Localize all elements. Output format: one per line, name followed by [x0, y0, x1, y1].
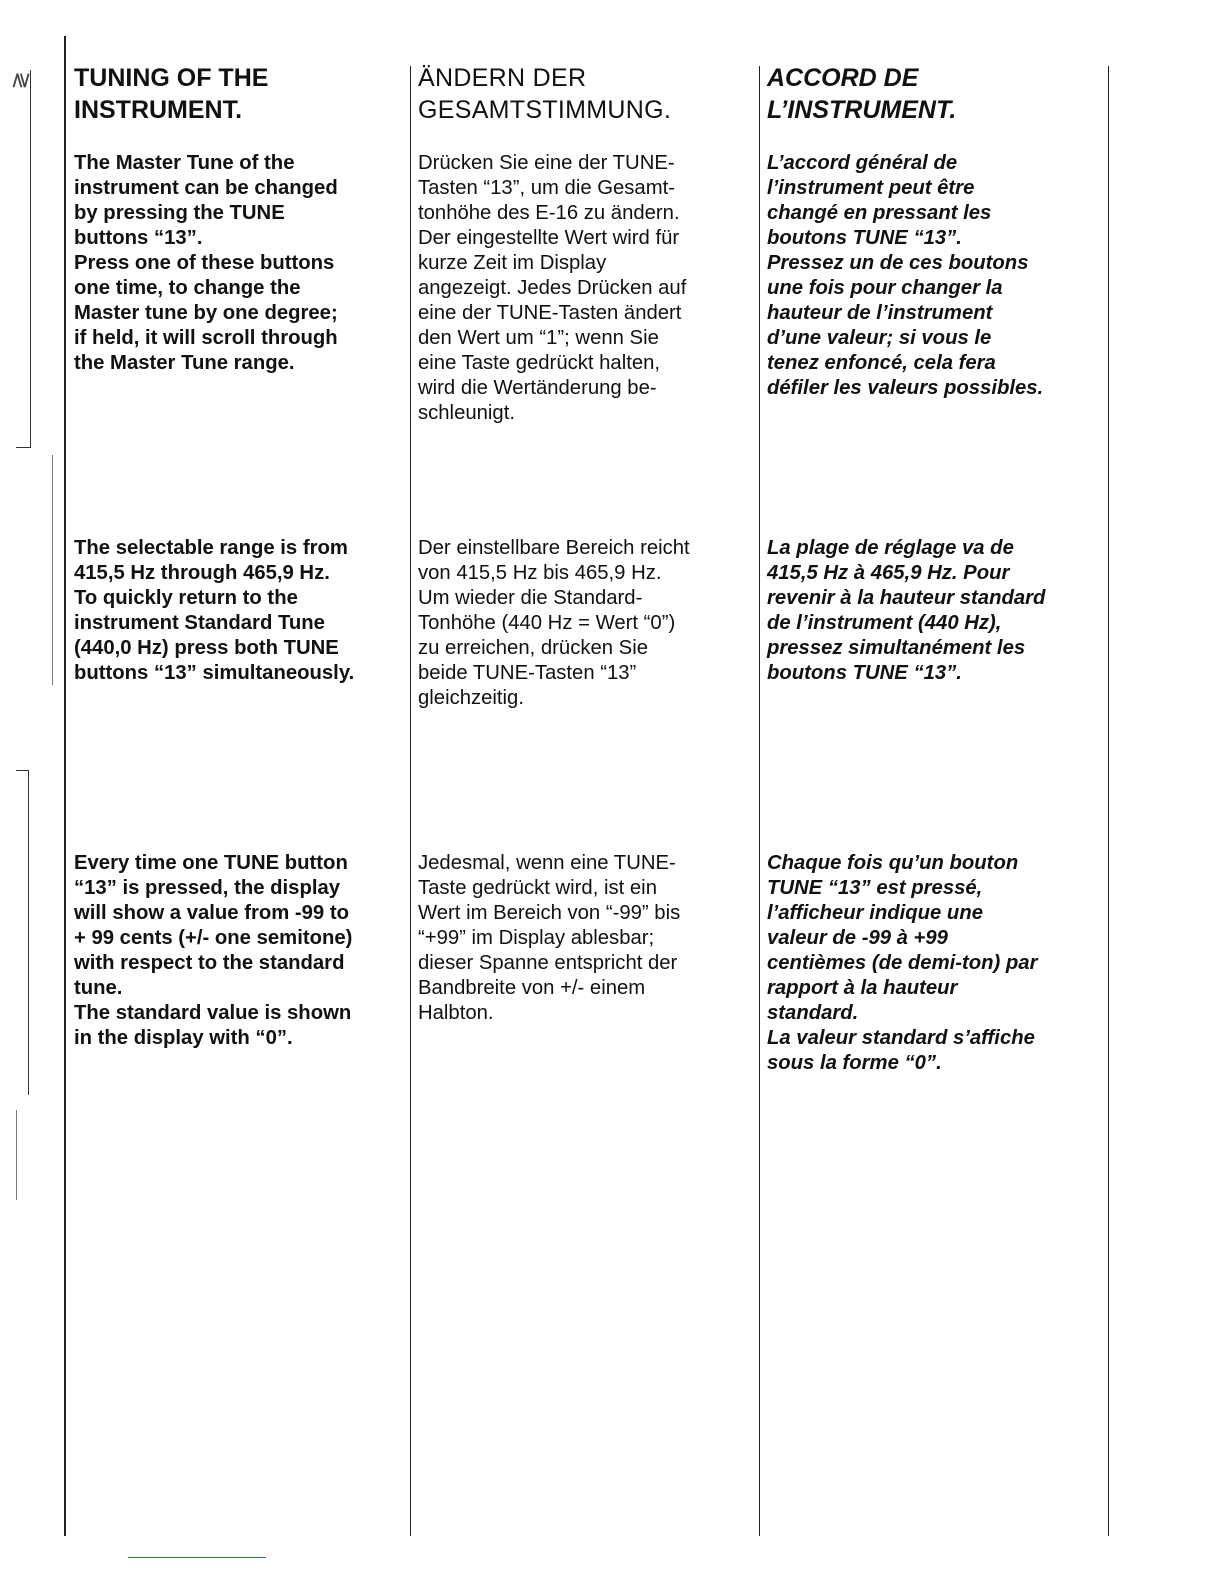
french-paragraph-display: Chaque fois qu’un bouton TUNE “13” est pressé, l’afficheur indique une valeur de -99 à +99 centièmes (de demi-ton) par rapport à la hauteur standard. La valeur standard s’affiche sous la forme “0”.: [767, 852, 1038, 1074]
german-paragraph-display: Jedesmal, wenn eine TUNE- Taste gedrückt wird, ist ein Wert im Bereich von “-99” bis “+99” im Display ablesbar; dieser Spanne entspricht der Bandbreite von +/- einem Halbton.: [418, 852, 681, 1024]
column-divider: [410, 66, 411, 1536]
scan-margin-line: [30, 70, 31, 448]
scan-margin-line: [16, 1110, 17, 1200]
column-divider: [759, 66, 760, 1536]
scan-mark-icon: ≷: [8, 71, 34, 90]
english-paragraph-display: Every time one TUNE button “13” is pressed, the display will show a value from -99 to + 99 cents (+/- one semitone) with respect to the standard tune. The standard value is shown in the display with “0”.: [74, 852, 353, 1049]
scan-margin-line: [52, 455, 53, 685]
scan-margin-tick: [16, 770, 28, 771]
english-paragraph-master-tune: The Master Tune of the instrument can be changed by pressing the TUNE buttons “13”. Press one of these buttons one time, to change the Master tune by one degree; if held, it will scroll through the Master Tune range.: [74, 152, 338, 374]
column-divider: [64, 36, 66, 1536]
scan-margin-tick: [16, 447, 31, 448]
english-paragraph-range: The selectable range is from 415,5 Hz through 465,9 Hz. To quickly return to the instrument Standard Tune (440,0 Hz) press both TUNE buttons “13” simultaneously.: [74, 537, 355, 684]
scan-underline-mark: [128, 1557, 266, 1558]
german-heading: ÄNDERN DER GESAMTSTIMMUNG.: [418, 64, 672, 124]
german-paragraph-master-tune: Drücken Sie eine der TUNE- Tasten “13”, um die Gesamt- tonhöhe des E-16 zu ändern. Der eingestellte Wert wird für kurze Zeit im Display angezeigt. Jedes Drücken auf eine der TUNE-Tasten ändert den Wert um “1”; wenn Sie eine Taste gedrückt halten, wird die Wertänderung be- schleunigt.: [418, 152, 687, 424]
scan-margin-line: [28, 770, 29, 1095]
column-divider: [1108, 66, 1109, 1536]
french-paragraph-range: La plage de réglage va de 415,5 Hz à 465,9 Hz. Pour revenir à la hauteur standard de l’instrument (440 Hz), pressez simultanément les boutons TUNE “13”.: [767, 537, 1046, 684]
french-heading: ACCORD DE L’INSTRUMENT.: [767, 64, 957, 124]
french-paragraph-master-tune: L’accord général de l’instrument peut être changé en pressant les boutons TUNE “13”. Pressez un de ces boutons une fois pour changer la hauteur de l’instrument d’une valeur; si vous le tenez enfoncé, cela fera défiler les valeurs possibles.: [767, 152, 1044, 399]
english-heading: TUNING OF THE INSTRUMENT.: [74, 64, 269, 124]
german-paragraph-range: Der einstellbare Bereich reicht von 415,5 Hz bis 465,9 Hz. Um wieder die Standard- Tonhöhe (440 Hz = Wert “0”) zu erreichen, drücken Sie beide TUNE-Tasten “13” gleichzeitig.: [418, 537, 690, 709]
